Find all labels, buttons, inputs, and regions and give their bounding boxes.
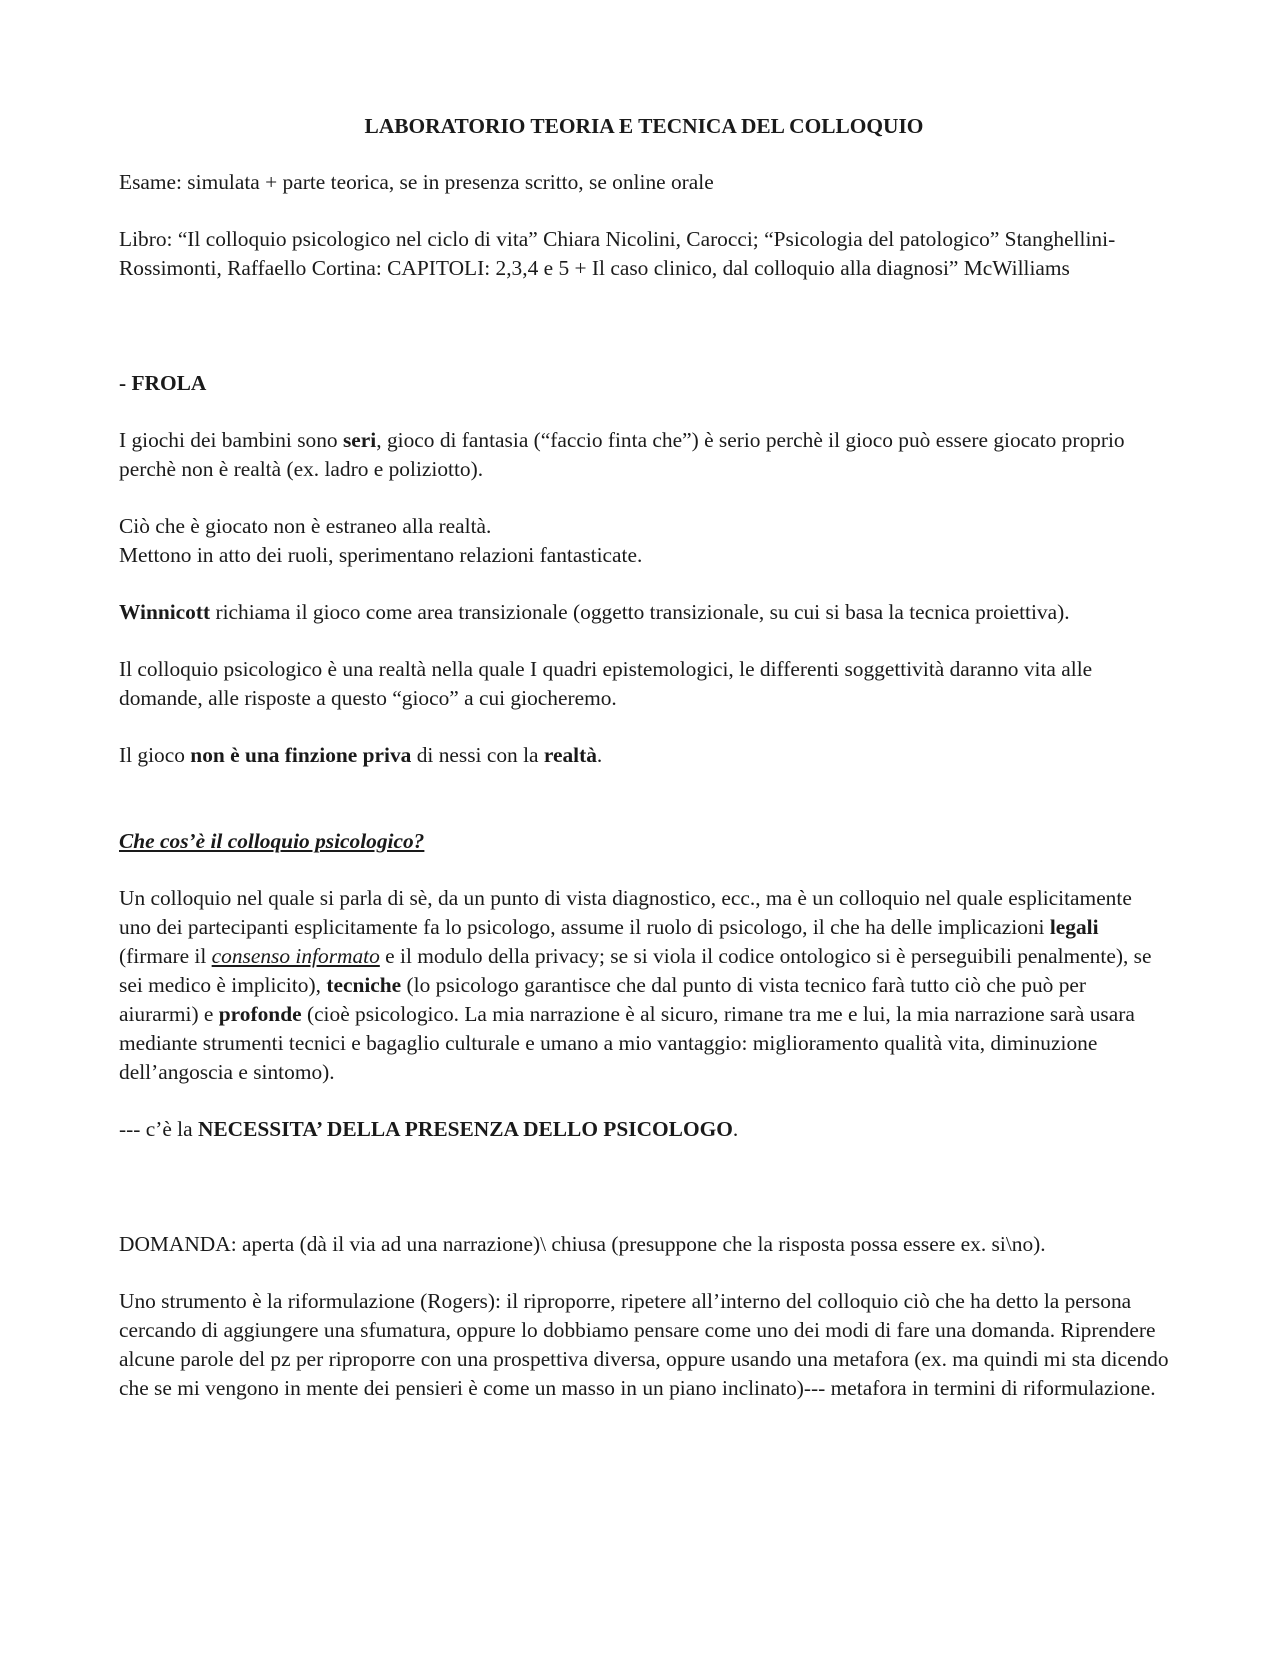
bold-text: NECESSITA’ DELLA PRESENZA DELLO PSICOLOGO	[197, 1117, 733, 1141]
text-run: --- c’è la	[119, 1117, 198, 1141]
bold-text: tecniche	[326, 973, 402, 997]
text-run: (lo psicologo garantisce che dal punto di vista tecnico farà tutto ciò che può per aiurarmi) e	[119, 973, 1087, 1026]
exam-paragraph: Esame: simulata + parte teorica, se in presenza scritto, se online orale	[119, 170, 714, 194]
paragraph-giocato-line-2: Mettono in atto dei ruoli, sperimentano relazioni fantasticate.	[119, 543, 643, 567]
bold-text: realtà	[543, 743, 597, 767]
section-heading-colloquio: Che cos’è il colloquio psicologico?	[119, 829, 425, 853]
text-run: (firmare il	[119, 944, 212, 968]
text-run: Un colloquio nel quale si parla di sè, da un punto di vista diagnostico, ecc., ma è un colloquio nel quale esplicitamente uno dei partecipanti esplicitamente fa lo psicologo, assume il ruolo di psicologo, il che ha delle implicazioni	[119, 886, 1132, 939]
text-run: , gioco di fantasia (“faccio finta che”) è serio perchè il gioco può essere giocato proprio perchè non è realtà (ex. ladro e poliziotto).	[119, 428, 1125, 481]
document-title: LABORATORIO TEORIA E TECNICA DEL COLLOQUIO	[364, 114, 924, 138]
paragraph-colloquio-definizione	[119, 884, 1169, 1087]
text-run: di nessi con la	[411, 743, 544, 767]
bold-text: seri	[342, 428, 377, 452]
bold-text: Winnicott	[119, 600, 211, 624]
paragraph-colloquio-realta: Il colloquio psicologico è una realtà nella quale I quadri epistemologici, le differenti soggettività daranno vita alle domande, alle risposte a questo “gioco” a cui giocheremo.	[119, 657, 1093, 710]
paragraph-giochi	[119, 426, 1169, 484]
paragraph-giocato-line-1: Ciò che è giocato non è estraneo alla realtà.	[119, 514, 492, 538]
underlined-italic-text: consenso informato	[211, 944, 380, 968]
text-run: .	[596, 743, 603, 767]
text-run: (cioè psicologico. La mia narrazione è al sicuro, rimane tra me e lui, la mia narrazione sarà usara mediante strumenti tecnici e bagaglio culturale e umano a mio vantaggio: miglioramento qualità vita, diminuzione dell’angoscia e sintomo).	[119, 1002, 1135, 1084]
text-run: I giochi dei bambini sono	[119, 428, 343, 452]
books-paragraph: Libro: “Il colloquio psicologico nel ciclo di vita” Chiara Nicolini, Carocci; “Psicologia del patologico” Stanghellini-Rossimonti, Raffaello Cortina: CAPITOLI: 2,3,4 e 5 + Il caso clinico, dal colloquio alla diagnosi” McWilliams	[119, 227, 1116, 280]
paragraph-riformulazione: Uno strumento è la riformulazione (Rogers): il riproporre, ripetere all’interno del colloquio ciò che ha detto la persona cercando di aggiungere una sfumatura, oppure lo dobbiamo pensare come uno dei modi di fare una domanda. Riprendere alcune parole del pz per riproporre con una prospettiva diversa, oppure usando una metafora (ex. ma quindi mi sta dicendo che se mi vengono in mente dei pensieri è come un masso in un piano inclinato)--- metafora in termini di riformulazione.	[119, 1289, 1169, 1400]
paragraph-gioco-finzione	[119, 741, 1169, 770]
bold-text: non è una finzione priva	[190, 743, 412, 767]
section-heading-frola: - FROLA	[119, 371, 207, 395]
text-run: Il gioco	[119, 743, 191, 767]
text-run: e il modulo della privacy; se si viola il codice ontologico si è perseguibili penalmente), se sei medico è implicito),	[119, 944, 1152, 997]
bold-text: legali	[1049, 915, 1099, 939]
paragraph-domanda: DOMANDA: aperta (dà il via ad una narrazione)\ chiusa (presuppone che la risposta possa essere ex. si\no).	[119, 1232, 1046, 1256]
bold-text: profonde	[218, 1002, 302, 1026]
text-run: richiama il gioco come area transizionale (oggetto transizionale, su cui si basa la tecnica proiettiva).	[210, 600, 1070, 624]
document-page	[119, 112, 1169, 1403]
paragraph-necessita	[119, 1115, 1169, 1144]
paragraph-winnicott	[119, 598, 1169, 627]
text-run: .	[732, 1117, 739, 1141]
